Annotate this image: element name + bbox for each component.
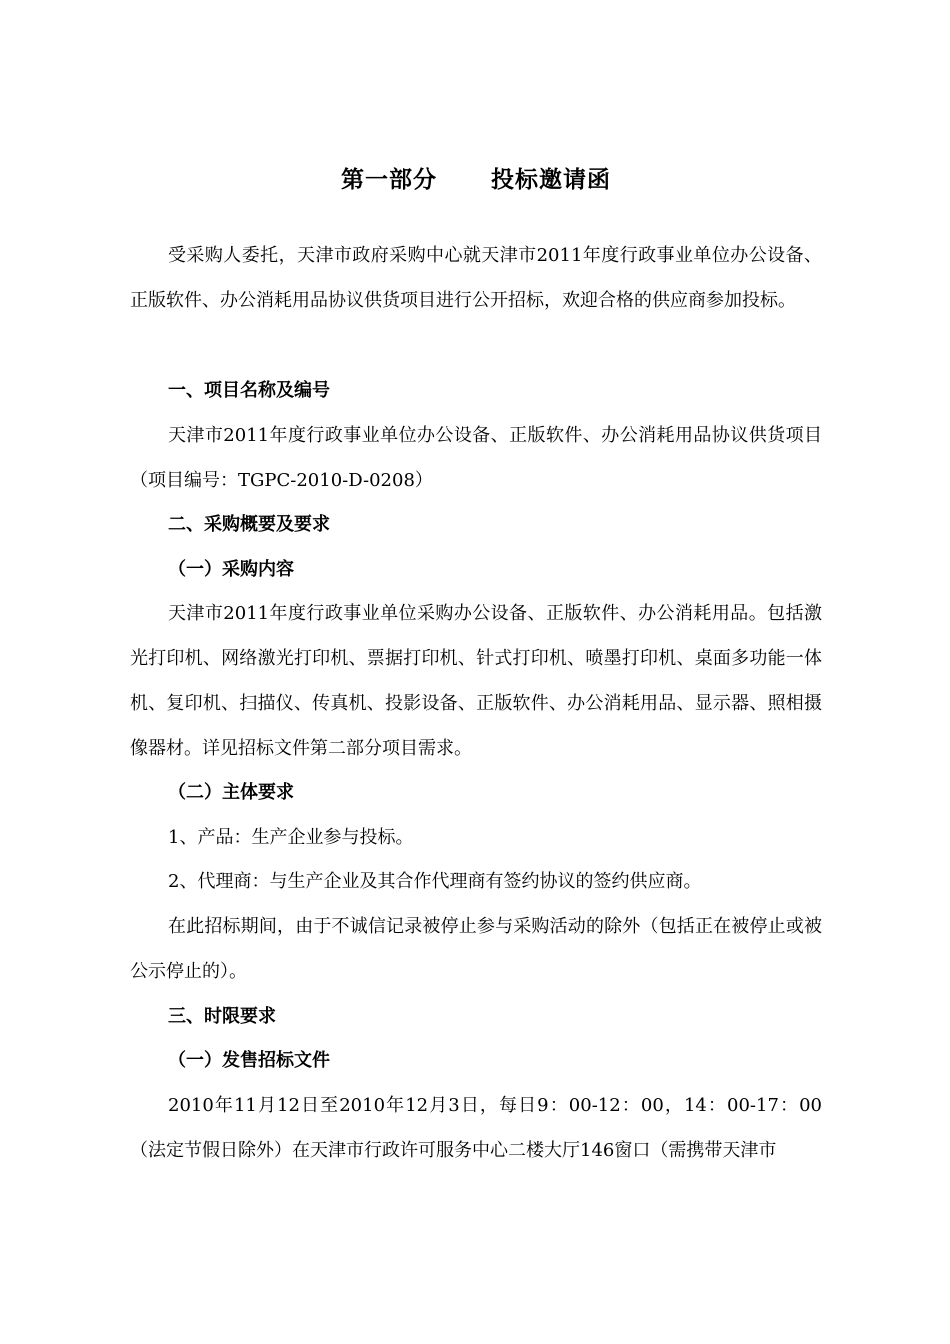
section3-heading: 三、时限要求: [168, 1006, 276, 1027]
section3-sub1-heading: （一）发售招标文件: [168, 1050, 330, 1071]
section1-heading: 一、项目名称及编号: [168, 380, 330, 401]
section2-note: 在此招标期间，由于不诚信记录被停止参与采购活动的除外（包括正在被停止或被公示停止的）。: [130, 916, 822, 982]
section2-sub1-heading: （一）采购内容: [168, 559, 294, 580]
section2-item1: 1、产品：生产企业参与投标。: [168, 827, 414, 848]
intro-paragraph: 受采购人委托，天津市政府采购中心就天津市2011年度行政事业单位办公设备、正版软件、办公消耗用品协议供货项目进行公开招标，欢迎合格的供应商参加投标。: [130, 245, 822, 311]
page-title: 第一部分 投标邀请函: [340, 166, 612, 193]
section2-sub1-body: 天津市2011年度行政事业单位采购办公设备、正版软件、办公消耗用品。包括激光打印机、网络激光打印机、票据打印机、针式打印机、喷墨打印机、桌面多功能一体机、复印机、扫描仪、传真机、投影设备、正版软件、办公消耗用品、显示器、照相摄像器材。详见招标文件第二部分项目需求。: [130, 603, 822, 759]
section1-body: 天津市2011年度行政事业单位办公设备、正版软件、办公消耗用品协议供货项目（项目编号：TGPC-2010-D-0208）: [130, 425, 822, 491]
section3-sub1-body: 2010年11月12日至2010年12月3日，每日9：00-12：00，14：00-17：00（法定节假日除外）在天津市行政许可服务中心二楼大厅146窗口（需携带天津市: [130, 1095, 822, 1161]
section2-sub2-heading: （二）主体要求: [168, 782, 294, 803]
section2-item2: 2、代理商：与生产企业及其合作代理商有签约协议的签约供应商。: [168, 871, 702, 892]
section2-heading: 二、采购概要及要求: [168, 514, 330, 535]
